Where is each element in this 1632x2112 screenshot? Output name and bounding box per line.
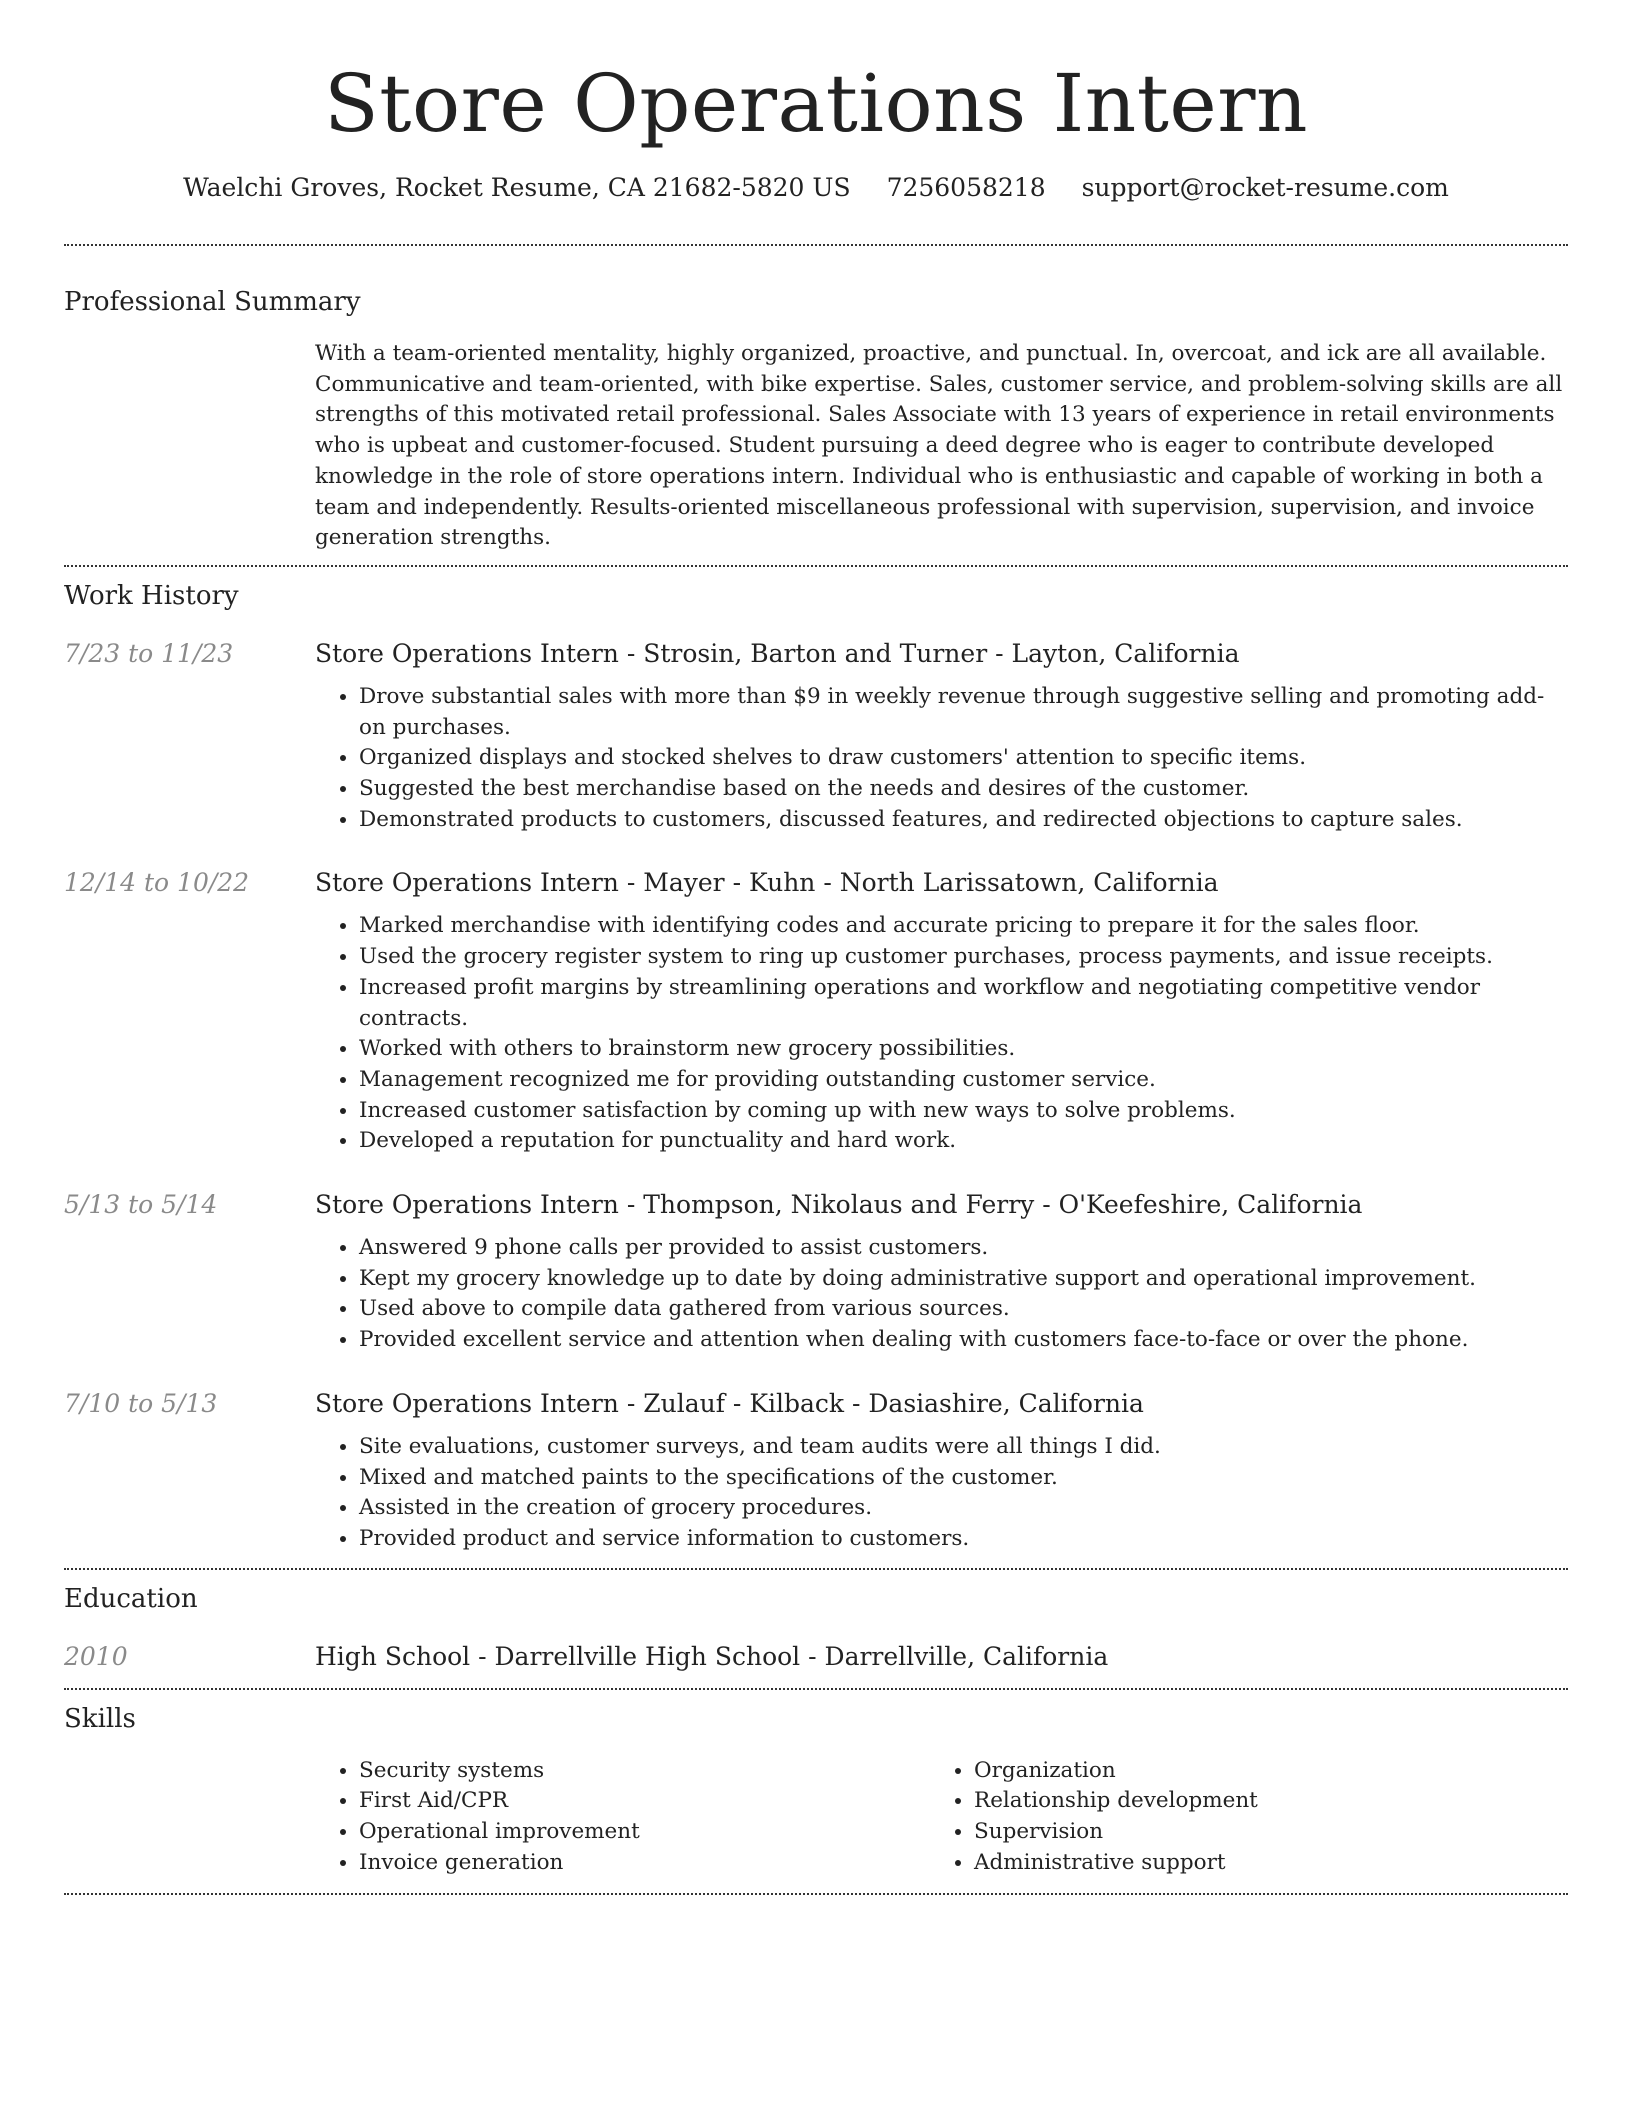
list-item: • Worked with others to brainstorm new grocery possibilities.: [359, 1034, 1568, 1065]
list-item: • Security systems: [359, 1756, 930, 1787]
summary-text: With a team-oriented mentality, highly organized, proactive, and punctual. In, overcoat, and ick are all available. Communicative and team-oriented, with bike expertise. Sales, customer service, and problem-solving skills are all strengths of this motivated retail professional. Sales Associate with 13 years of experience in retail environments who is upbeat and customer-focused. Student pursuing a deed degree who is eager to contribute developed knowledge in the role of store operations intern. Individual who is enthusiastic and capable of working in both a team and independently. Results-oriented miscellaneous professional with supervision, supervision, and invoice generation strengths.: [315, 341, 1563, 551]
job-dates: 7/10 to 5/13: [64, 1388, 218, 1418]
list-item: • Increased profit margins by streamlining operations and workflow and negotiating competitive vendor contracts.: [359, 973, 1568, 1034]
job-details: [315, 1187, 1568, 1356]
education-title: High School - Darrellville High School - Darrellville, California: [315, 1641, 1109, 1671]
contact-address: Waelchi Groves, Rocket Resume, CA 21682-5820 US: [183, 173, 851, 202]
list-item: • Operational improvement: [359, 1817, 930, 1848]
summary-heading: Professional Summary: [64, 287, 361, 317]
education-divider: [64, 1688, 1568, 1690]
job-details: [315, 1386, 1568, 1555]
list-item: • Provided excellent service and attention when dealing with customers face-to-face or over the phone.: [359, 1325, 1568, 1356]
job-title: Store Operations Intern - Strosin, Barton and Turner - Layton, California: [315, 638, 1240, 668]
list-item: • Answered 9 phone calls per provided to assist customers.: [359, 1233, 1568, 1264]
work-history-heading: Work History: [64, 580, 239, 611]
contact-email: support@rocket-resume.com: [1081, 173, 1449, 202]
list-item: • Drove substantial sales with more than $9 in weekly revenue through suggestive selling and promoting add-on purchases.: [359, 682, 1568, 743]
skills-divider: [64, 1893, 1568, 1895]
job-title: Store Operations Intern - Zulauf - Kilback - Dasiashire, California: [315, 1388, 1144, 1418]
education-section: [64, 1581, 1568, 1675]
job-title: Store Operations Intern - Thompson, Nikolaus and Ferry - O'Keefeshire, California: [315, 1190, 1363, 1220]
list-item: • Assisted in the creation of grocery procedures.: [359, 1493, 1568, 1524]
list-item: • Supervision: [974, 1817, 1545, 1848]
list-item: • Kept my grocery knowledge up to date by doing administrative support and operational improvement.: [359, 1264, 1568, 1295]
candidate-name: Store Operations Intern: [324, 57, 1308, 150]
skills-list-right: [930, 1756, 1545, 1879]
skills-list-left: [315, 1756, 930, 1879]
summary-section: [64, 284, 1568, 554]
list-item: • Administrative support: [974, 1848, 1545, 1879]
contact-phone: 7256058218: [886, 173, 1046, 202]
job-bullets: [315, 911, 1568, 1157]
job-details: [315, 636, 1568, 836]
job-dates: 7/23 to 11/23: [64, 638, 234, 668]
job-dates: 5/13 to 5/14: [64, 1190, 218, 1220]
list-item: • First Aid/CPR: [359, 1786, 930, 1817]
list-item: • Demonstrated products to customers, discussed features, and redirected objections to capture sales.: [359, 805, 1568, 836]
summary-divider: [64, 565, 1568, 567]
list-item: • Suggested the best merchandise based on the needs and desires of the customer.: [359, 774, 1568, 805]
skills-section: [64, 1701, 1568, 1879]
job-entry: [64, 1386, 1568, 1555]
job-details: [315, 865, 1568, 1157]
list-item: • Provided product and service information to customers.: [359, 1524, 1568, 1555]
list-item: • Organization: [974, 1756, 1545, 1787]
list-item: • Invoice generation: [359, 1848, 930, 1879]
list-item: • Management recognized me for providing outstanding customer service.: [359, 1065, 1568, 1096]
list-item: • Developed a reputation for punctuality and hard work.: [359, 1126, 1568, 1157]
work-history-divider: [64, 1568, 1568, 1570]
job-entry: [64, 636, 1568, 836]
job-bullets: [315, 682, 1568, 836]
education-entry: [64, 1639, 1568, 1675]
list-item: • Organized displays and stocked shelves to draw customers' attention to specific items.: [359, 743, 1568, 774]
skills-grid: [315, 1756, 1568, 1879]
job-title: Store Operations Intern - Mayer - Kuhn - North Larissatown, California: [315, 868, 1219, 898]
header-divider: [64, 244, 1568, 246]
summary-row: [64, 339, 1568, 554]
education-heading: Education: [64, 1583, 198, 1614]
job-dates: 12/14 to 10/22: [64, 868, 250, 898]
summary-body: [315, 339, 1568, 554]
list-item: • Marked merchandise with identifying codes and accurate pricing to prepare it for the sales floor.: [359, 911, 1568, 942]
list-item: • Used above to compile data gathered from various sources.: [359, 1294, 1568, 1325]
list-item: • Site evaluations, customer surveys, and team audits were all things I did.: [359, 1432, 1568, 1463]
list-item: • Used the grocery register system to ring up customer purchases, process payments, and issue receipts.: [359, 942, 1568, 973]
job-bullets: [315, 1233, 1568, 1356]
job-entry: [64, 1187, 1568, 1356]
work-history-section: [64, 578, 1568, 1555]
list-item: • Increased customer satisfaction by coming up with new ways to solve problems.: [359, 1096, 1568, 1127]
education-year: 2010: [64, 1641, 128, 1671]
job-bullets: [315, 1432, 1568, 1555]
skills-heading: Skills: [64, 1703, 136, 1734]
skills-row: [64, 1756, 1568, 1879]
list-item: • Mixed and matched paints to the specifications of the customer.: [359, 1463, 1568, 1494]
contact-line: [64, 170, 1568, 206]
job-entry: [64, 865, 1568, 1157]
education-details: [315, 1639, 1568, 1675]
list-item: • Relationship development: [974, 1786, 1545, 1817]
